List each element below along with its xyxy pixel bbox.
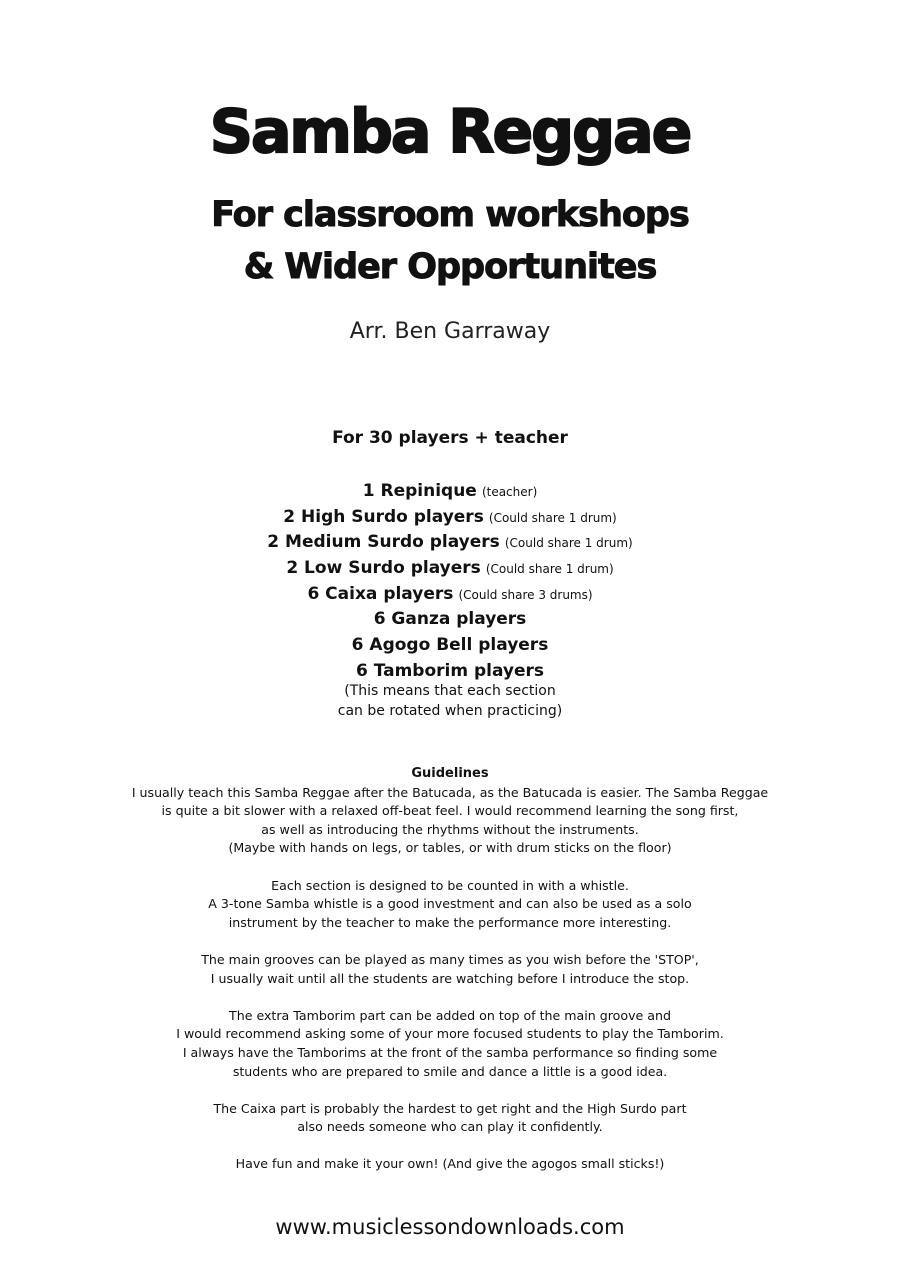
- instrument-item: [0, 606, 900, 632]
- paragraph-line: is quite a bit slower with a relaxed off-beat feel. I would recommend learning the song first,: [161, 803, 739, 819]
- paragraph-line: The main grooves can be played as many times as you wish before the 'STOP',: [201, 951, 699, 967]
- guidelines-paragraph: [0, 1007, 900, 1081]
- rotation-note: [0, 681, 900, 721]
- paragraph-line: as well as introducing the rhythms without the instruments.: [261, 821, 639, 837]
- paragraph-gap: [0, 1137, 900, 1156]
- paragraph-gap: [0, 858, 900, 877]
- instrument-label: 6 Ganza players: [373, 609, 527, 630]
- instrument-note: (Could share 1 drum): [485, 562, 614, 577]
- instrument-note: (Could share 1 drum): [504, 536, 633, 551]
- rotation-note-line: (This means that each section: [344, 683, 556, 699]
- paragraph-line: also needs someone who can play it confidently.: [297, 1119, 603, 1135]
- instrument-label: 6 Tamborim players: [355, 660, 545, 681]
- guidelines-paragraph: [0, 1155, 900, 1174]
- instrument-list: [0, 478, 900, 684]
- paragraph-line: I always have the Tamborims at the front of the samba performance so finding some: [182, 1044, 718, 1060]
- paragraph-line: instrument by the teacher to make the performance more interesting.: [228, 914, 672, 930]
- subtitle-line-2: & Wider Opportunites: [243, 247, 657, 287]
- subtitle-line-1: For classroom workshops: [211, 195, 689, 235]
- paragraph-gap: [0, 1081, 900, 1100]
- arranger-credit: Arr. Ben Garraway: [349, 319, 551, 344]
- guidelines-paragraph: [0, 784, 900, 858]
- paragraph-line: I usually wait until all the students are watching before I introduce the stop.: [210, 970, 690, 986]
- instrument-label: 6 Agogo Bell players: [351, 635, 549, 656]
- instrument-item: [0, 504, 900, 530]
- paragraph-line: (Maybe with hands on legs, or tables, or with drum sticks on the floor): [228, 840, 672, 856]
- instrument-label: 2 Medium Surdo players: [267, 532, 500, 553]
- page-title: Samba Reggae: [209, 97, 691, 167]
- instrument-item: [0, 658, 900, 684]
- guidelines-paragraph: [0, 877, 900, 933]
- website-url: www.musiclessondownloads.com: [275, 1215, 625, 1239]
- instrument-label: 2 Low Surdo players: [286, 558, 481, 579]
- guidelines-paragraph: [0, 951, 900, 988]
- guidelines-paragraph: [0, 1100, 900, 1137]
- instrument-item: [0, 529, 900, 555]
- instrument-item: [0, 581, 900, 607]
- paragraph-line: I would recommend asking some of your more focused students to play the Tamborim.: [176, 1026, 724, 1042]
- paragraph-gap: [0, 932, 900, 951]
- instrument-label: 6 Caixa players: [307, 583, 454, 604]
- paragraph-line: students who are prepared to smile and dance a little is a good idea.: [232, 1063, 668, 1079]
- guidelines-heading: Guidelines: [411, 766, 489, 781]
- paragraph-line: Each section is designed to be counted in with a whistle.: [271, 877, 629, 893]
- paragraph-gap: [0, 988, 900, 1007]
- instrument-note: (Could share 1 drum): [488, 510, 617, 525]
- instrument-item: [0, 632, 900, 658]
- paragraph-line: A 3-tone Samba whistle is a good investment and can also be used as a solo: [208, 896, 692, 912]
- instrument-item: [0, 555, 900, 581]
- instrument-item: [0, 478, 900, 504]
- paragraph-line: Have fun and make it your own! (And give the agogos small sticks!): [235, 1156, 665, 1172]
- instrument-note: (teacher): [481, 485, 538, 499]
- paragraph-line: I usually teach this Samba Reggae after the Batucada, as the Batucada is easier. The Samba Reggae: [131, 784, 769, 800]
- instrument-label: 2 High Surdo players: [283, 506, 484, 527]
- guidelines-section: [0, 765, 900, 1174]
- paragraph-line: The extra Tamborim part can be added on top of the main groove and: [229, 1007, 671, 1023]
- players-heading: For 30 players + teacher: [332, 428, 568, 448]
- instrument-note: (Could share 3 drums): [458, 587, 593, 602]
- rotation-note-line: can be rotated when practicing): [337, 703, 563, 719]
- paragraph-line: The Caixa part is probably the hardest to get right and the High Surdo part: [213, 1100, 687, 1116]
- instrument-label: 1 Repinique: [362, 481, 477, 501]
